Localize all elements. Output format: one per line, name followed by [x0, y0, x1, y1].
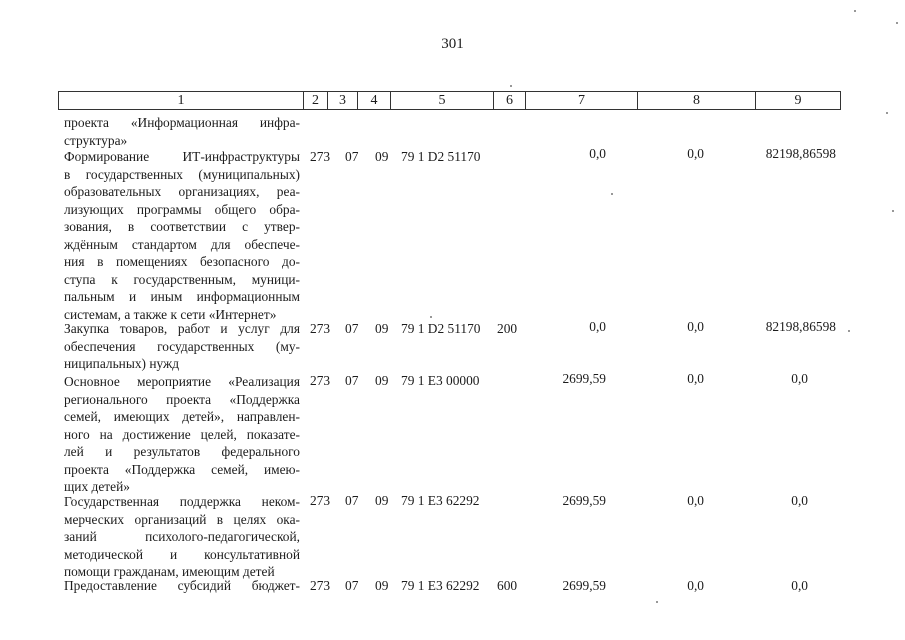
row-3-col-2: 273 — [310, 373, 331, 388]
row-3-line: семей, имеющих детей», направлен- — [64, 409, 300, 424]
row-4-col-4: 09 — [375, 493, 389, 508]
row-3-col-9: 0,0 — [791, 371, 808, 386]
scan-speck — [510, 85, 512, 87]
row-5-col-3: 07 — [345, 578, 359, 593]
row-3-col-7: 2699,59 — [562, 371, 606, 386]
row-3-line: щих детей» — [64, 479, 130, 494]
row-3-col-5: 79 1 E3 00000 — [401, 373, 480, 388]
row-5-col-2: 273 — [310, 578, 331, 593]
row-3-col-8: 0,0 — [687, 371, 704, 386]
row-4-line: помощи гражданам, имеющим детей — [64, 564, 275, 579]
row-3-col-4: 09 — [375, 373, 389, 388]
header-col-4: 4 — [358, 92, 391, 109]
row-1-line: ступа к государственным, муници- — [64, 271, 300, 287]
row-5-line: Предоставление субсидий бюджет- — [64, 578, 300, 593]
header-col-8: 8 — [638, 92, 756, 109]
row-3-line: лей и результатов федерального — [64, 444, 300, 459]
row-1-col-4: 09 — [375, 149, 389, 164]
header-col-7: 7 — [526, 92, 638, 109]
row-5-description — [64, 577, 300, 595]
row-2-col-7: 0,0 — [589, 319, 606, 334]
row-4-col-3: 07 — [345, 493, 359, 508]
row-1-col-2: 273 — [310, 149, 331, 164]
scan-speck — [886, 112, 888, 114]
scan-speck — [656, 601, 658, 603]
row-2-line: обеспечения государственных (му- — [64, 338, 300, 354]
row-2-line: ниципальных) нужд — [64, 356, 180, 371]
row-1-line: ждённым стандартом для обеспече- — [64, 236, 300, 252]
header-col-6: 6 — [494, 92, 526, 109]
row-3-line: Основное мероприятие «Реализация — [64, 374, 300, 389]
row-1-line: образовательных организациях, реа- — [64, 184, 300, 199]
row-5-col-9: 0,0 — [791, 578, 808, 593]
row-1-col-9: 82198,86598 — [765, 146, 836, 161]
row-2-col-6: 200 — [497, 321, 518, 336]
row-0-line: проекта «Информационная инфра- — [64, 115, 300, 130]
row-1-col-5: 79 1 D2 51170 — [401, 149, 481, 164]
scan-speck — [896, 22, 898, 24]
scan-speck — [611, 193, 613, 195]
row-1-line: пальным и иным информационным — [64, 289, 300, 304]
row-4-col-2: 273 — [310, 493, 331, 508]
header-col-3: 3 — [328, 92, 358, 109]
row-3-line: регионального проекта «Поддержка — [64, 391, 300, 407]
row-2-col-3: 07 — [345, 321, 359, 336]
row-4-col-5: 79 1 E3 62292 — [401, 493, 480, 508]
row-3-description — [64, 373, 300, 496]
row-1-line: ния в помещениях безопасного до- — [64, 254, 300, 269]
table-header-row — [58, 91, 841, 110]
row-1-line: в государственных (муниципальных) — [64, 166, 300, 182]
row-1-col-8: 0,0 — [687, 146, 704, 161]
row-4-line: заний психолого-педагогической, — [64, 529, 300, 544]
row-4-col-8: 0,0 — [687, 493, 704, 508]
row-5-col-8: 0,0 — [687, 578, 704, 593]
row-3-line: ного на достижение целей, показате- — [64, 426, 300, 442]
row-5-col-6: 600 — [497, 578, 518, 593]
row-1-line: системам, а также к сети «Интернет» — [64, 306, 277, 322]
row-2-col-4: 09 — [375, 321, 389, 336]
row-4-description — [64, 493, 300, 581]
row-5-col-7: 2699,59 — [562, 578, 606, 593]
row-1-line: Формирование ИТ-инфраструктуры — [64, 149, 300, 164]
row-5-col-4: 09 — [375, 578, 389, 593]
row-2-col-5: 79 1 D2 51170 — [401, 321, 481, 336]
row-4-col-7: 2699,59 — [562, 493, 606, 508]
row-2-col-9: 82198,86598 — [765, 319, 836, 334]
row-1-line: лизующих программы общего обра- — [64, 201, 300, 217]
scan-speck — [854, 10, 856, 12]
row-1-col-7: 0,0 — [589, 146, 606, 161]
row-2-description — [64, 320, 300, 373]
row-1-description — [64, 148, 300, 323]
scan-speck — [892, 210, 894, 212]
page-number: 301 — [441, 36, 464, 52]
row-4-line: Государственная поддержка неком- — [64, 494, 300, 509]
row-4-col-9: 0,0 — [791, 493, 808, 508]
row-5-col-5: 79 1 E3 62292 — [401, 578, 480, 593]
row-4-line: методической и консультативной — [64, 546, 300, 562]
header-col-1: 1 — [59, 92, 304, 109]
scan-speck — [430, 316, 432, 318]
row-1-col-3: 07 — [345, 149, 359, 164]
header-col-2: 2 — [304, 92, 328, 109]
scan-speck — [848, 330, 850, 332]
row-3-line: проекта «Поддержка семей, имею- — [64, 461, 300, 477]
row-1-line: зования, в соответствии с утвер- — [64, 219, 300, 234]
header-col-5: 5 — [391, 92, 494, 109]
row-0-description — [64, 114, 300, 149]
row-4-line: мерческих организаций в целях ока- — [64, 511, 300, 527]
row-2-col-2: 273 — [310, 321, 331, 336]
row-0-line: структура» — [64, 132, 128, 148]
row-2-col-8: 0,0 — [687, 319, 704, 334]
row-3-col-3: 07 — [345, 373, 359, 388]
row-2-line: Закупка товаров, работ и услуг для — [64, 321, 300, 336]
header-col-9: 9 — [794, 93, 802, 108]
